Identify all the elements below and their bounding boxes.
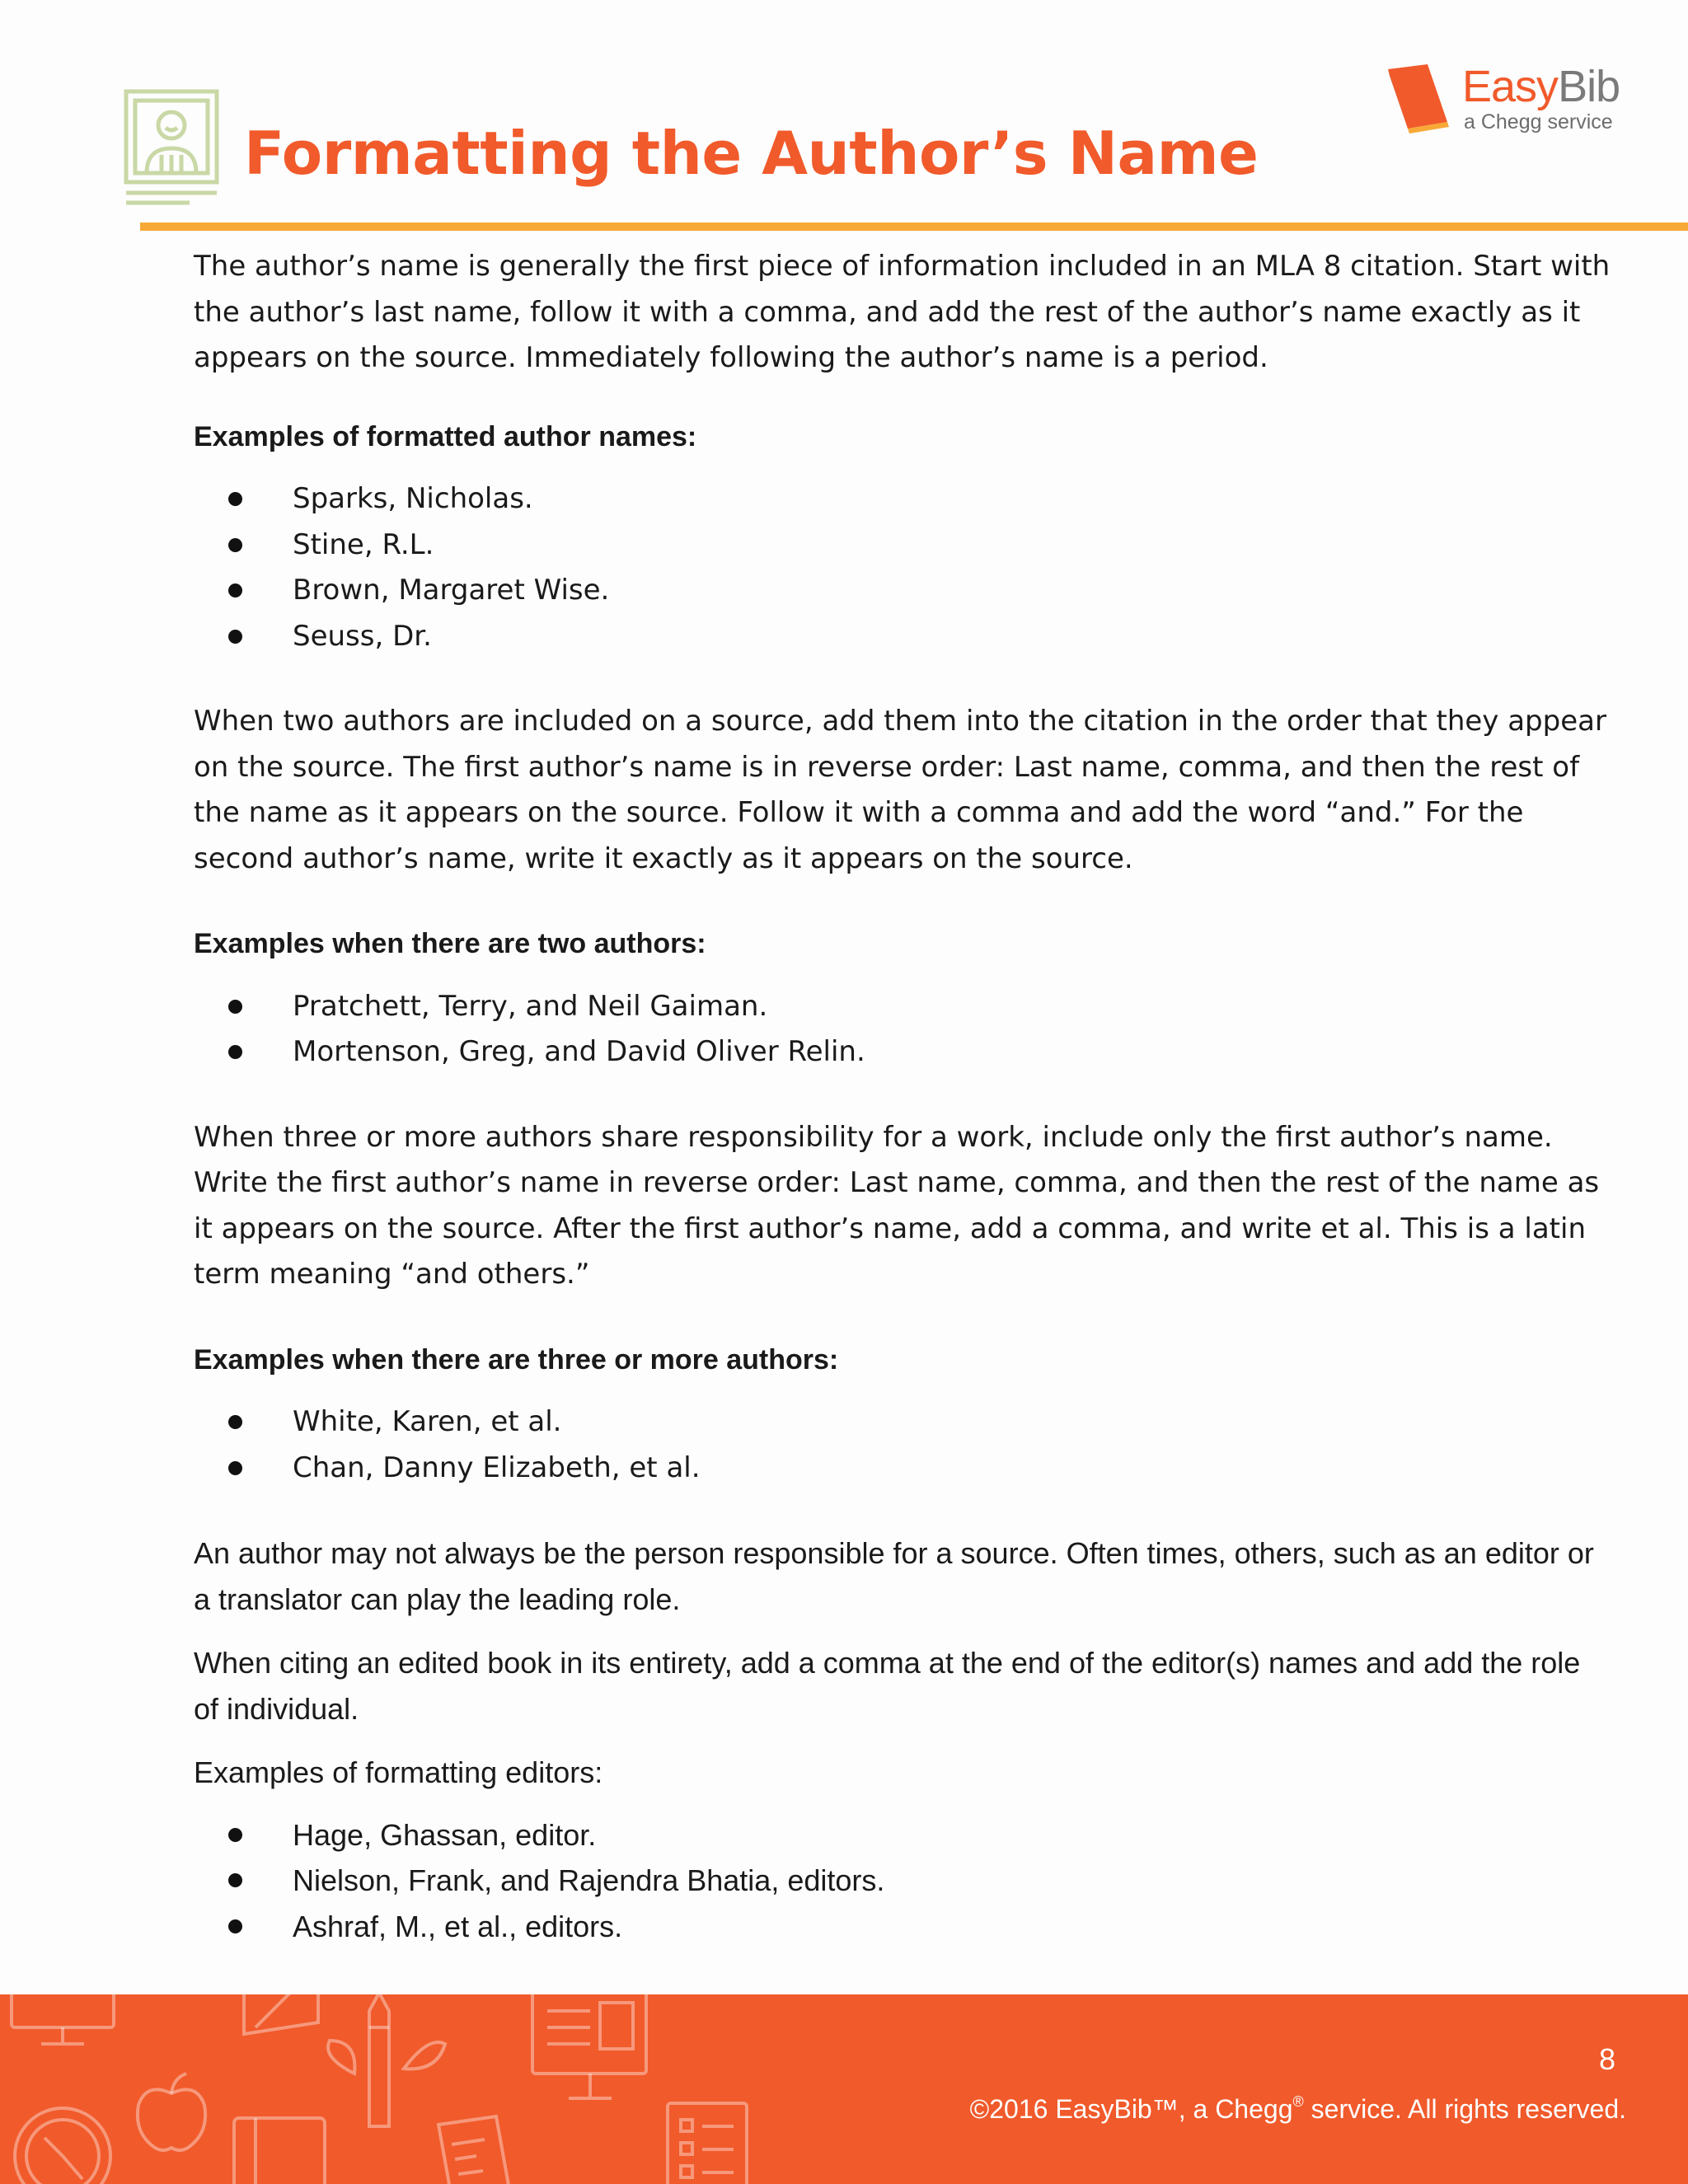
list-item: Pratchett, Terry, and Neil Gaiman.	[194, 984, 1611, 1030]
easybib-logo	[1385, 58, 1624, 140]
list-item: White, Karen, et al.	[194, 1399, 1611, 1446]
page-title: Formatting the Author’s Name	[244, 119, 1259, 188]
three-authors-list	[194, 1399, 1611, 1491]
apple-icon	[138, 2074, 205, 2150]
edited-book-paragraph: When citing an edited book in its entirety, add a comma at the end of the editor(s) names and add the role of individual.	[194, 1646, 1581, 1726]
checklist-icon	[668, 2103, 747, 2184]
list-item: Chan, Danny Elizabeth, et al.	[194, 1446, 1611, 1492]
book-icon	[1385, 64, 1451, 134]
logo-brand-easy: Easy	[1462, 62, 1559, 111]
two-authors-list	[194, 984, 1611, 1076]
page-footer	[0, 1994, 1688, 2184]
graded-paper-icon	[438, 2116, 511, 2184]
three-authors-heading: Examples when there are three or more authors:	[194, 1343, 839, 1376]
copyright-text-post: service. All rights reserved.	[1303, 2094, 1626, 2124]
plant-icon	[328, 2041, 445, 2074]
monitor-icon	[12, 1994, 114, 2044]
list-item: Nielson, Frank, and Rajendra Bhatia, editors.	[194, 1858, 1611, 1904]
list-item: Hage, Ghassan, editor.	[194, 1812, 1611, 1858]
list-item: Mortenson, Greg, and David Oliver Relin.	[194, 1029, 1611, 1076]
computer-icon	[532, 1994, 646, 2098]
other-roles-paragraph: An author may not always be the person responsible for a source. Often times, others, such as an editor or a translator can play the leading role.	[194, 1536, 1594, 1616]
editors-heading: Examples of formatting editors:	[194, 1755, 603, 1789]
logo-brand-bib: Bib	[1558, 62, 1620, 111]
list-item: Seuss, Dr.	[194, 614, 1611, 660]
registered-mark: ®	[1292, 2093, 1304, 2110]
two-authors-heading: Examples when there are two authors:	[194, 928, 706, 959]
author-portrait-icon	[124, 89, 219, 206]
page-number: 8	[1598, 2042, 1615, 2076]
three-authors-paragraph: When three or more authors share responsibility for a work, include only the first author’s name. Write the first author’s name in reverse order: Last name, comma, and then the rest of the name as it appears on the source. After the first author’s name, add a comma, and write et al. This is a latin term meaning “and others.”	[194, 1120, 1600, 1291]
intro-paragraph: The author’s name is generally the first piece of information included in an MLA 8 citation. Start with the author’s last name, follow it with a comma, and add the rest of the author’s name exactly as it appears on the source. Immediately following the author’s name is a period.	[194, 250, 1611, 374]
logo-tagline: a Chegg service	[1464, 110, 1613, 134]
list-item: Ashraf, M., et al., editors.	[194, 1904, 1611, 1950]
copyright-text-pre: ©2016 EasyBib™, a Chegg	[969, 2094, 1293, 2124]
single-author-list	[194, 476, 1611, 659]
header-rule	[140, 223, 1688, 231]
single-author-heading: Examples of formatted author names:	[194, 420, 697, 452]
notebook-icon	[234, 2118, 325, 2184]
document-body	[194, 244, 1611, 1949]
list-item: Brown, Margaret Wise.	[194, 568, 1611, 614]
list-item: Sparks, Nicholas.	[194, 476, 1611, 523]
copyright-notice	[970, 2093, 1626, 2125]
footer-decoration	[0, 1994, 1688, 2184]
editors-list	[194, 1812, 1611, 1950]
clock-icon	[15, 2108, 110, 2184]
two-authors-paragraph: When two authors are included on a source, add them into the citation in the order that they appear on the source. The first author’s name is in reverse order: Last name, comma, and then the rest of the name as it appears on the source. Follow it with a comma and add the word “and.” For the second author’s name, write it exactly as it appears on the source.	[194, 705, 1606, 875]
list-item: Stine, R.L.	[194, 523, 1611, 569]
pencil-icon	[369, 1994, 389, 2126]
pencil-paper-icon	[244, 1994, 318, 2034]
